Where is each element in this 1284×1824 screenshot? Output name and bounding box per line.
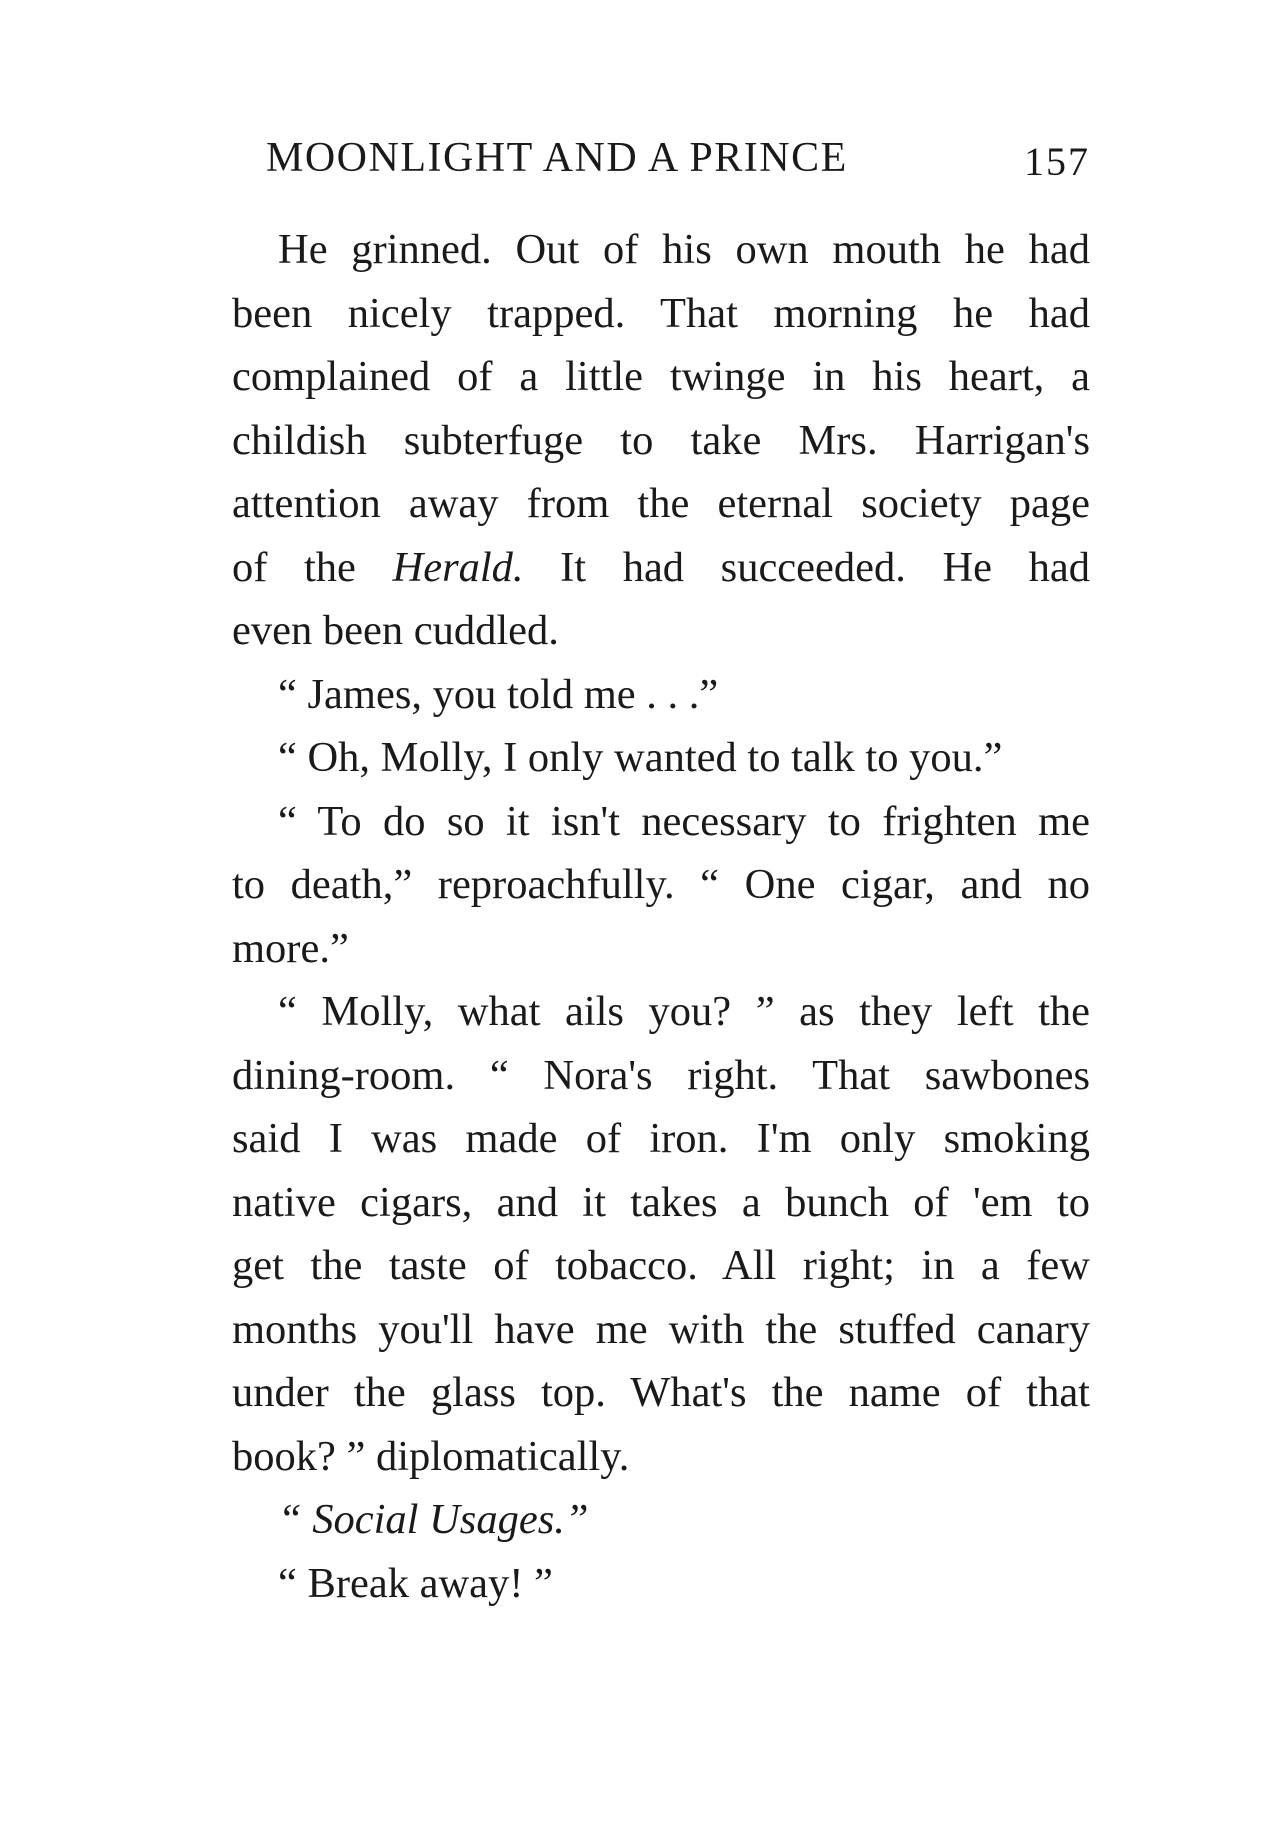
text-line: childish subterfuge to take Mrs. Harrigan's (232, 416, 1090, 464)
text-line: native cigars, and it takes a bunch of 'em to (232, 1178, 1090, 1226)
paragraph (186, 1488, 1090, 1552)
paragraph (186, 1552, 1090, 1616)
text-line: under the glass top. What's the name of that (232, 1369, 1090, 1416)
text-line: “ To do so it isn't necessary to frighten me (278, 797, 1090, 845)
text-line: book? ” diplomatically. (232, 1432, 630, 1480)
text-line: months you'll have me with the stuffed canary (232, 1305, 1090, 1353)
text-line: “ Oh, Molly, I only wanted to talk to you.” (278, 734, 1003, 781)
paragraph (186, 218, 1090, 663)
text-fragment: It had succeeded. He had (523, 543, 1090, 591)
newspaper-title: Herald. (392, 543, 524, 591)
text-line: attention away from the eternal society page (232, 480, 1090, 527)
text-line: “ Molly, what ails you? ” as they left the (278, 988, 1090, 1035)
paragraph (186, 726, 1090, 790)
text-line: to death,” reproachfully. “ One cigar, and no (232, 861, 1090, 908)
text-line: even been cuddled. (232, 607, 559, 654)
text-line: more.” (232, 924, 349, 972)
page-number: 157 (1024, 139, 1090, 184)
running-title: MOONLIGHT AND A PRINCE (266, 135, 848, 181)
text-line (186, 1488, 1090, 1552)
text-line: “ Break away! ” (278, 1559, 553, 1607)
text-fragment: of the (232, 543, 393, 591)
running-head (266, 128, 1090, 188)
paragraph (186, 663, 1090, 727)
text-line: get the taste of tobacco. All right; in a few (232, 1242, 1090, 1289)
text-line: been nicely trapped. That morning he had (232, 289, 1090, 337)
text-line: He grinned. Out of his own mouth he had (278, 226, 1090, 273)
paragraph (186, 980, 1090, 1488)
text-line (186, 536, 1090, 600)
text-line: dining-room. “ Nora's right. That sawbones (232, 1051, 1090, 1099)
text-line: said I was made of iron. I'm only smoking (232, 1115, 1090, 1162)
text-line: “ James, you told me . . .” (278, 670, 719, 718)
text-line: complained of a little twinge in his heart, a (232, 353, 1090, 400)
book-title: “ Social Usages.” (278, 1496, 589, 1543)
body-text (186, 218, 1090, 1615)
paragraph (186, 790, 1090, 981)
